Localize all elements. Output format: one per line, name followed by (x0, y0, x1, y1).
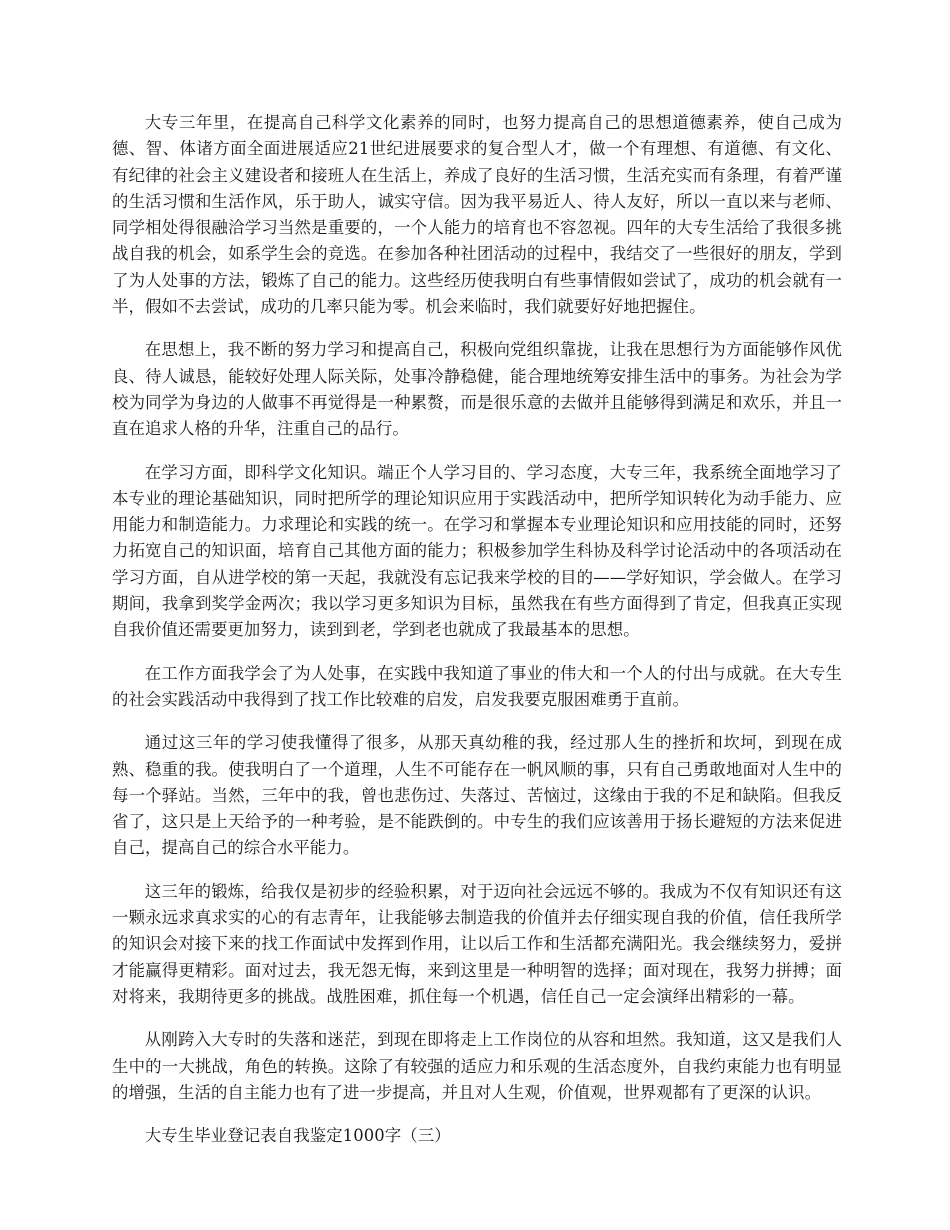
section-heading: 大专生毕业登记表自我鉴定1000字（三） (144, 1126, 451, 1146)
paragraph-1: 大专三年里，在提高自己科学文化素养的同时，也努力提高自己的思想道德素养，使自己成为德、智、体诸方面全面进展适应21世纪进展要求的复合型人才，做一个有理想、有道德、有文化、有纪律的社会主义建设者和接班人在生活上，养成了良好的生活习惯，生活充实而有条理，有着严谨的生活习惯和生活作风，乐于助人，诚实守信。因为我平易近人、待人友好，所以一直以来与老师、同学相处得很融洽学习当然是重要的，一个人能力的培育也不容忽视。四年的大专生活给了我很多挑战自我的机会，如系学生会的竞选。在参加各种社团活动的过程中，我结交了一些很好的朋友，学到了为人处事的方法，锻炼了自己的能力。这些经历使我明白有些事情假如尝试了，成功的机会就有一半，假如不去尝试，成功的几率只能为零。机会来临时，我们就要好好地把握住。 (112, 113, 842, 317)
paragraph-5: 通过这三年的学习使我懂得了很多，从那天真幼稚的我，经过那人生的挫折和坎坷，到现在成熟、稳重的我。使我明白了一个道理，人生不可能存在一帆风顺的事，只有自己勇敢地面对人生中的每一个驿站。当然，三年中的我，曾也悲伤过、失落过、苦恼过，这缘由于我的不足和缺陷。但我反省了，这只是上天给予的一种考验，是不能跌倒的。中专生的我们应该善用于扬长避短的方法来促进自己，提高自己的综合水平能力。 (112, 733, 842, 858)
paragraph-4: 在工作方面我学会了为人处事，在实践中我知道了事业的伟大和一个人的付出与成就。在大专生的社会实践活动中我得到了找工作比较难的启发，启发我要克服困难勇于直前。 (112, 663, 842, 709)
paragraph-2: 在思想上，我不断的努力学习和提高自己，积极向党组织靠拢，让我在思想行为方面能够作风优良、待人诚恳，能较好处理人际关际，处事冷静稳健，能合理地统筹安排生活中的事务。为社会为学校为同学为身边的人做事不再觉得是一种累赘，而是很乐意的去做并且能够得到满足和欢乐，并且一直在追求人格的升华，注重自己的品行。 (112, 340, 842, 439)
paragraph-6: 这三年的锻炼，给我仅是初步的经验积累，对于迈向社会远远不够的。我成为不仅有知识还有这一颗永远求真求实的心的有志青年，让我能够去制造我的价值并去仔细实现自我的价值，信任我所学的知识会对接下来的找工作面试中发挥到作用，让以后工作和生活都充满阳光。我会继续努力，爱拼才能赢得更精彩。面对过去，我无怨无悔，来到这里是一种明智的选择；面对现在，我努力拼搏；面对将来，我期待更多的挑战。战胜困难，抓住每一个机遇，信任自己一定会演绎出精彩的一幕。 (112, 881, 842, 1006)
document-body (112, 110, 842, 1166)
paragraph-7: 从刚跨入大专时的失落和迷茫，到现在即将走上工作岗位的从容和坦然。我知道，这又是我们人生中的一大挑战，角色的转换。这除了有较强的适应力和乐观的生活态度外，自我约束能力也有明显的增强，生活的自主能力也有了进一步提高，并且对人生观，价值观，世界观都有了更深的认识。 (112, 1030, 842, 1102)
paragraph-3: 在学习方面，即科学文化知识。端正个人学习目的、学习态度，大专三年，我系统全面地学习了本专业的理论基础知识，同时把所学的理论知识应用于实践活动中，把所学知识转化为动手能力、应用能力和制造能力。力求理论和实践的统一。在学习和掌握本专业理论知识和应用技能的同时，还努力拓宽自己的知识面，培育自己其他方面的能力；积极参加学生科协及科学讨论活动中的各项活动在学习方面，自从进学校的第一天起，我就没有忘记我来学校的目的——学好知识，学会做人。在学习期间，我拿到奖学金两次；我以学习更多知识为目标，虽然我在有些方面得到了肯定，但我真正实现自我价值还需要更加努力，读到到老，学到老也就成了我最基本的思想。 (112, 462, 842, 640)
